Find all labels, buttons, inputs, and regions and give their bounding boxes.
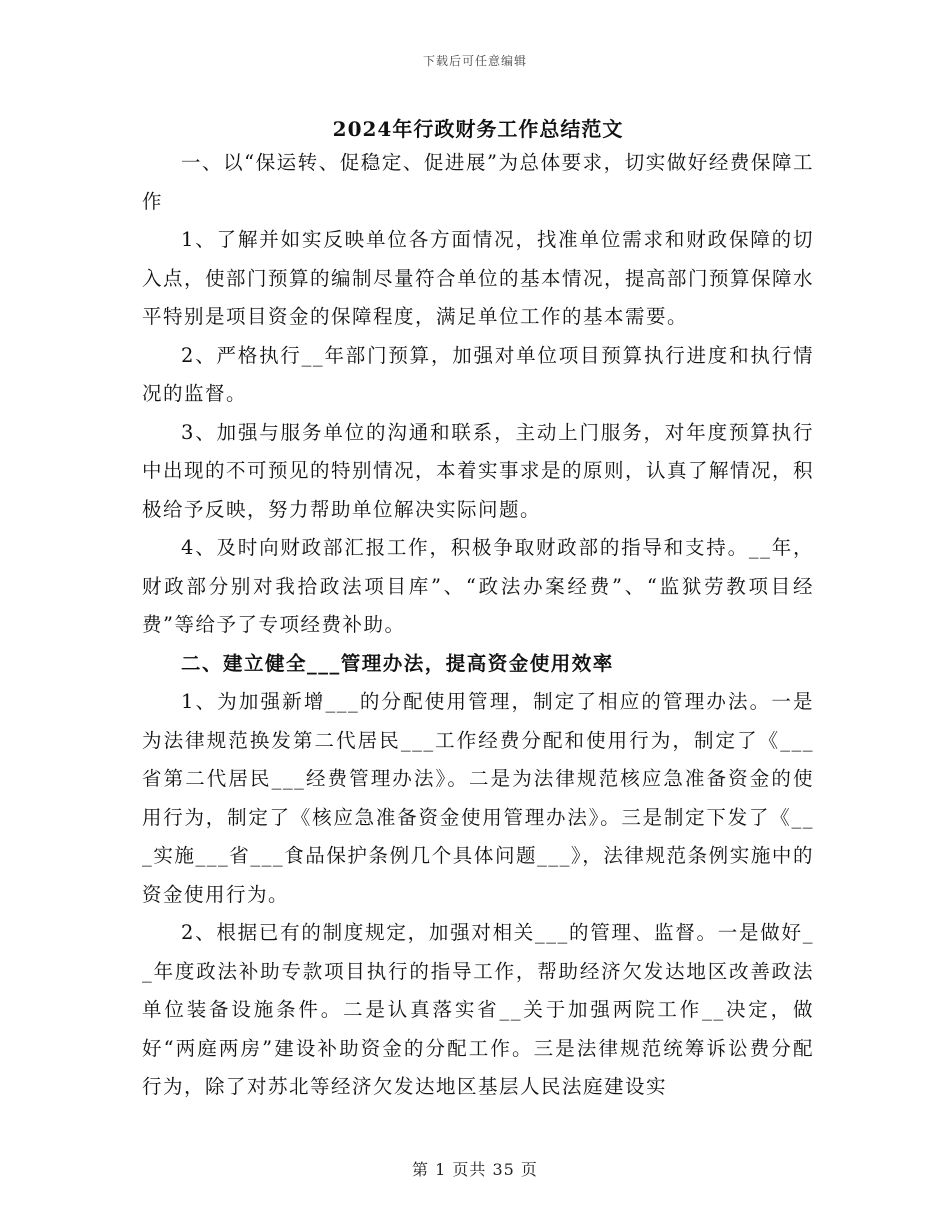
page-footer: 第 1 页共 35 页	[412, 1160, 538, 1179]
paragraph-1-3: 3、加强与服务单位的沟通和联系，主动上门服务，对年度预算执行中出现的不可预见的特别情况，本着实事求是的原则，认真了解情况，积极给予反映，努力帮助单位解决实际问题。	[142, 420, 815, 521]
paragraph-section-2-heading: 二、建立健全___管理办法，提高资金使用效率	[181, 651, 614, 675]
paragraph-section-1-heading: 一、以“保运转、促稳定、促进展”为总体要求，切实做好经费保障工作	[142, 151, 814, 213]
page-header: 下载后可任意编辑	[422, 54, 527, 68]
document-title: 2024年行政财务工作总结范文	[332, 117, 624, 141]
paragraph-1-1: 1、了解并如实反映单位各方面情况，找准单位需求和财政保障的切入点，使部门预算的编制尽量符合单位的基本情况，提高部门预算保障水平特别是项目资金的保障程度，满足单位工作的基本需要。	[142, 228, 815, 328]
paragraph-1-2: 2、严格执行__年部门预算，加强对单位项目预算执行进度和执行情况的监督。	[142, 343, 814, 405]
paragraph-2-2: 2、根据已有的制度规定，加强对相关___的管理、监督。一是做好__年度政法补助专款项目执行的指导工作，帮助经济欠发达地区改善政法单位装备设施条件。二是认真落实省__关于加强两院工作__决定，做好“两庭两房”建设补助资金的分配工作。三是法律规范统筹诉讼费分配行为，除了对苏北等经济欠发达地区基层人民法庭建设实	[142, 921, 814, 1098]
paragraph-1-4: 4、及时向财政部汇报工作，积极争取财政部的指导和支持。__年，财政部分别对我拾政法项目库”、“政法办案经费”、“监狱劳教项目经费”等给予了专项经费补助。	[142, 536, 814, 636]
paragraph-2-1: 1、为加强新增___的分配使用管理，制定了相应的管理办法。一是为法律规范换发第二代居民___工作经费分配和使用行为，制定了《___省第二代居民___经费管理办法》。二是为法律规范核应急准备资金的使用行为，制定了《核应急准备资金使用管理办法》。三是制定下发了《___实施___省___食品保护条例几个具体问题___》，法律规范条例实施中的资金使用行为。	[142, 690, 814, 906]
document-body	[142, 116, 814, 1107]
